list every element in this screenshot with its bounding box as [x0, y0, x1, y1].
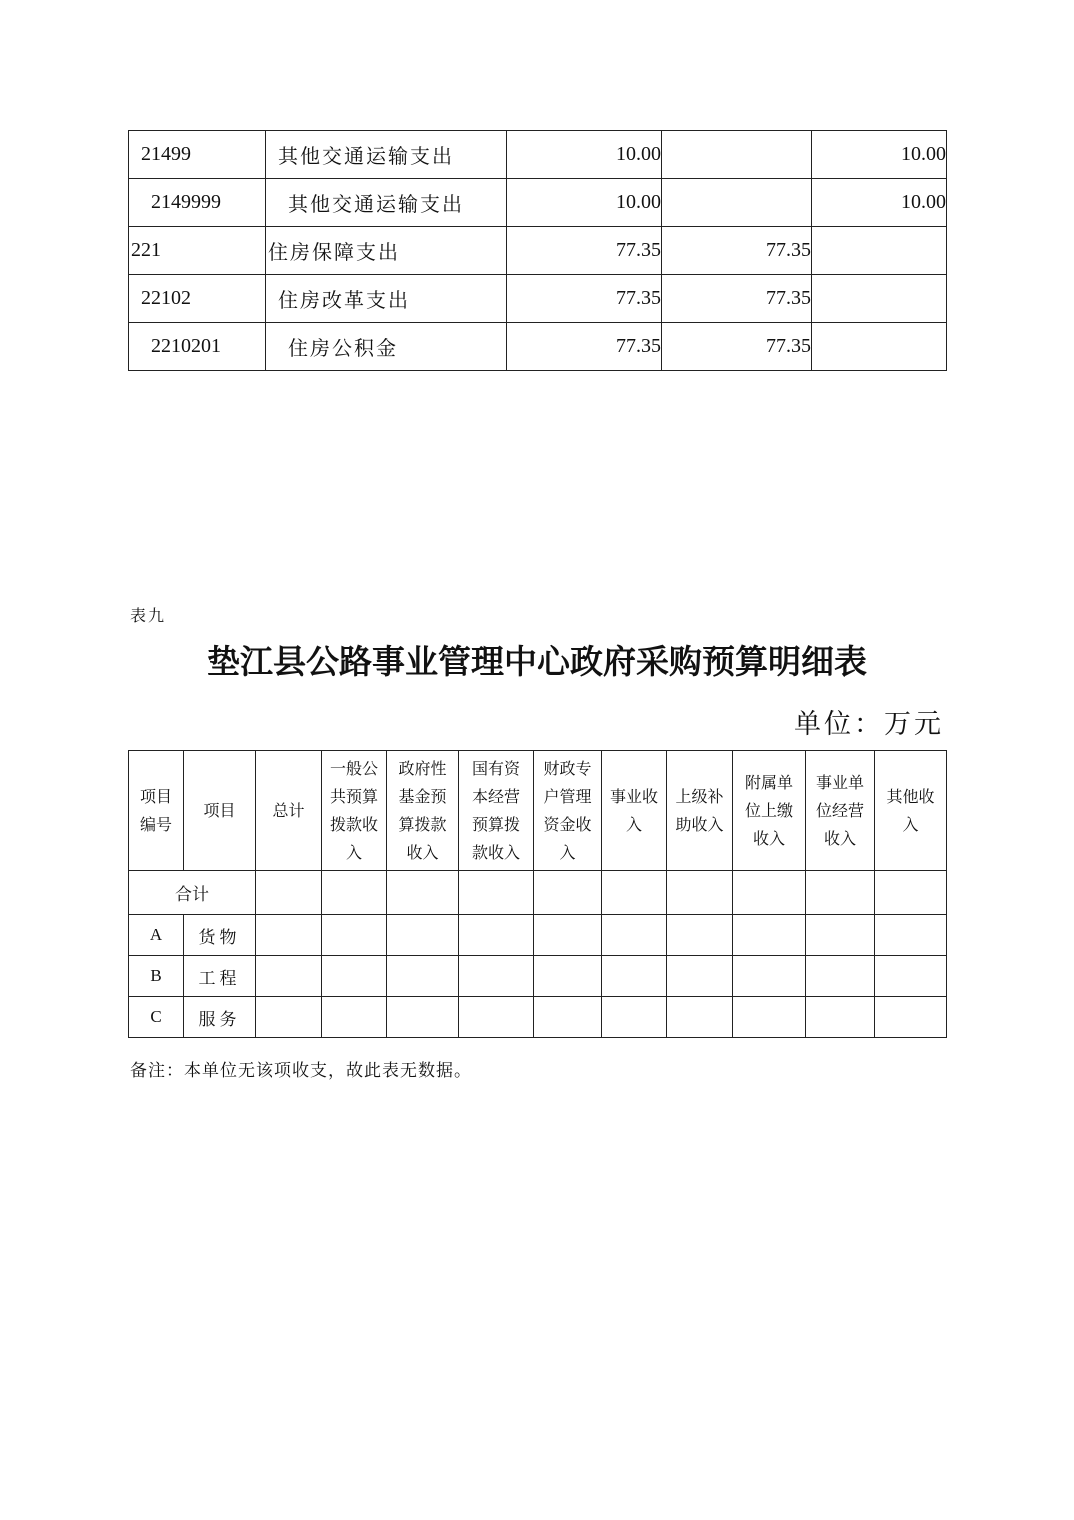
subject-name: 住房改革支出 — [266, 275, 507, 323]
project-expenditure: 10.00 — [812, 131, 947, 179]
empty-cell — [733, 956, 806, 997]
project-expenditure — [812, 323, 947, 371]
project-expenditure: 10.00 — [812, 179, 947, 227]
empty-cell — [322, 997, 387, 1038]
procurement-budget-table — [128, 750, 947, 1038]
basic-expenditure: 77.35 — [662, 323, 812, 371]
empty-cell — [875, 997, 947, 1038]
header-cell-total: 总计 — [256, 751, 322, 871]
empty-cell — [602, 997, 667, 1038]
empty-cell — [667, 956, 733, 997]
empty-cell — [534, 997, 602, 1038]
subject-name: 其他交通运输支出 — [266, 131, 507, 179]
empty-cell — [459, 956, 534, 997]
footnote: 备注：本单位无该项收支，故此表无数据。 — [130, 1061, 472, 1081]
table-body — [129, 871, 947, 1038]
table-row — [129, 323, 947, 371]
empty-cell — [875, 956, 947, 997]
empty-cell — [459, 915, 534, 956]
empty-cell — [602, 871, 667, 915]
table-header — [129, 751, 947, 871]
subject-code: 21499 — [129, 131, 266, 179]
empty-cell — [806, 956, 875, 997]
empty-cell — [459, 997, 534, 1038]
empty-cell — [256, 956, 322, 997]
total-amount: 77.35 — [507, 323, 662, 371]
basic-expenditure: 77.35 — [662, 227, 812, 275]
subject-code: 2149999 — [129, 179, 266, 227]
empty-cell — [322, 915, 387, 956]
total-label: 合计 — [129, 871, 256, 915]
basic-expenditure — [662, 131, 812, 179]
empty-cell — [256, 915, 322, 956]
table-row — [129, 915, 947, 956]
table-row — [129, 275, 947, 323]
table-row — [129, 956, 947, 997]
table-row — [129, 227, 947, 275]
table-row — [129, 179, 947, 227]
empty-cell — [875, 871, 947, 915]
header-cell-other-income: 其他收入 — [875, 751, 947, 871]
item-name: 工程 — [184, 956, 256, 997]
unit-label: 单位：万元 — [794, 709, 944, 740]
empty-cell — [256, 997, 322, 1038]
empty-cell — [387, 871, 459, 915]
basic-expenditure: 77.35 — [662, 275, 812, 323]
subject-name: 住房保障支出 — [266, 227, 507, 275]
subject-code: 221 — [129, 227, 266, 275]
empty-cell — [534, 871, 602, 915]
expenditure-table — [128, 130, 947, 371]
header-cell-state-capital: 国有资本经营预算拨款收入 — [459, 751, 534, 871]
header-cell-business-income: 事业收入 — [602, 751, 667, 871]
empty-cell — [667, 871, 733, 915]
empty-cell — [806, 915, 875, 956]
total-amount: 77.35 — [507, 275, 662, 323]
table-row — [129, 131, 947, 179]
basic-expenditure — [662, 179, 812, 227]
table-row — [129, 997, 947, 1038]
empty-cell — [534, 915, 602, 956]
subject-name: 住房公积金 — [266, 323, 507, 371]
header-cell-superior-subsidy: 上级补助收入 — [667, 751, 733, 871]
header-cell-special-account: 财政专户管理资金收入 — [534, 751, 602, 871]
empty-cell — [667, 997, 733, 1038]
empty-cell — [387, 997, 459, 1038]
item-name: 货物 — [184, 915, 256, 956]
table-number-label: 表九 — [130, 606, 167, 625]
header-cell-item: 项目 — [184, 751, 256, 871]
header-cell-operating-income: 事业单位经营收入 — [806, 751, 875, 871]
empty-cell — [387, 915, 459, 956]
empty-cell — [602, 956, 667, 997]
item-code: C — [129, 997, 184, 1038]
total-amount: 10.00 — [507, 131, 662, 179]
empty-cell — [602, 915, 667, 956]
empty-cell — [875, 915, 947, 956]
empty-cell — [733, 915, 806, 956]
item-name: 服务 — [184, 997, 256, 1038]
empty-cell — [322, 956, 387, 997]
header-cell-general-budget: 一般公共预算拨款收入 — [322, 751, 387, 871]
empty-cell — [806, 871, 875, 915]
header-cell-gov-fund: 政府性基金预算拨款收入 — [387, 751, 459, 871]
empty-cell — [733, 997, 806, 1038]
total-amount: 77.35 — [507, 227, 662, 275]
empty-cell — [256, 871, 322, 915]
empty-cell — [387, 956, 459, 997]
header-cell-item-code: 项目编号 — [129, 751, 184, 871]
empty-cell — [806, 997, 875, 1038]
subject-code: 22102 — [129, 275, 266, 323]
project-expenditure — [812, 275, 947, 323]
subject-code: 2210201 — [129, 323, 266, 371]
empty-cell — [534, 956, 602, 997]
empty-cell — [733, 871, 806, 915]
total-row — [129, 871, 947, 915]
project-expenditure — [812, 227, 947, 275]
empty-cell — [667, 915, 733, 956]
item-code: B — [129, 956, 184, 997]
total-amount: 10.00 — [507, 179, 662, 227]
item-code: A — [129, 915, 184, 956]
header-row — [129, 751, 947, 871]
header-cell-affiliated-unit: 附属单位上缴收入 — [733, 751, 806, 871]
empty-cell — [322, 871, 387, 915]
expenditure-table-body — [129, 131, 947, 371]
page-title: 垫江县公路事业管理中心政府采购预算明细表 — [207, 642, 867, 681]
subject-name: 其他交通运输支出 — [266, 179, 507, 227]
empty-cell — [459, 871, 534, 915]
